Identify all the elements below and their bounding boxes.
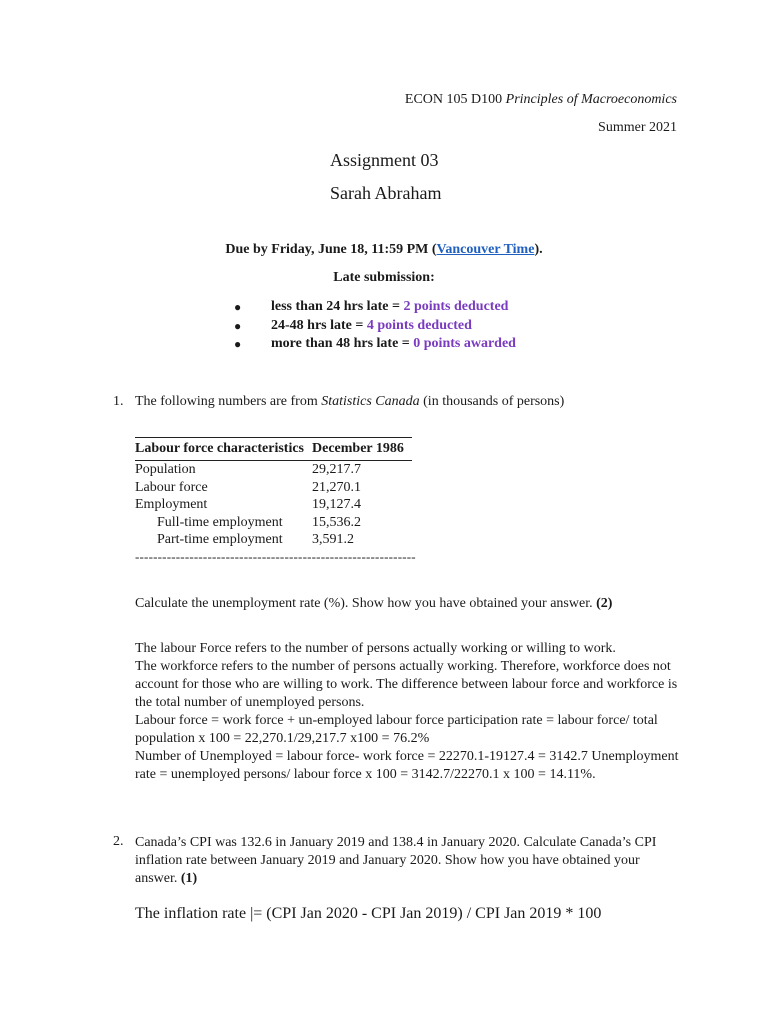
table-row: [135, 514, 412, 532]
penalty-value: 2 points deducted: [403, 299, 509, 314]
list-item: [234, 298, 516, 317]
due-suffix: ).: [534, 242, 543, 257]
row-value: 15,536.2: [312, 514, 361, 530]
marks: (1): [180, 871, 198, 886]
question-2-answer: The inflation rate |= (CPI Jan 2020 - CPI Jan 2019) / CPI Jan 2019 * 100: [135, 905, 602, 922]
row-label: Employment: [135, 497, 208, 512]
table-divider: --------------------------------------------------------------: [135, 549, 416, 564]
term: Summer 2021: [598, 120, 677, 135]
answer-line: The workforce refers to the number of persons actually working. Therefore, workforce does not account for those who are willing to work. The difference between labour force and workforce is the total number of unemployed persons.: [135, 659, 678, 710]
course-code: ECON 105 D100: [404, 92, 506, 107]
table-row: [135, 496, 412, 514]
question-text: Canada’s CPI was 132.6 in January 2019 and 138.4 in January 2020. Calculate Canada’s CPI inflation rate between January 2019 and January 2020. Show how you have obtained your answer.: [135, 835, 657, 886]
question-2-number: 2.: [113, 834, 124, 849]
question-2-prompt: [135, 834, 665, 888]
question-text: Calculate the unemployment rate (%). Show how you have obtained your answer.: [135, 596, 597, 611]
late-penalty-list: [234, 298, 516, 354]
due-line: [0, 242, 768, 258]
answer-line: Number of Unemployed = labour force- work force = 22270.1-19127.4 = 3142.7 Unemployment rate = unemployed persons/ labour force x 100 = 3142.7/22270.1 x 100 = 14.11%.: [135, 749, 679, 782]
marks: (2): [596, 596, 613, 611]
row-value: 3,591.2: [312, 532, 354, 547]
source-name: Statistics Canada: [321, 394, 420, 409]
question-1-prompt: [135, 596, 612, 612]
vancouver-time-link[interactable]: Vancouver Time: [436, 242, 535, 257]
question-1-intro: [135, 394, 564, 410]
list-item: [234, 335, 516, 354]
due-text: Due by Friday, June 18, 11:59 PM (: [225, 242, 437, 257]
penalty-label: more than 48 hrs late =: [271, 336, 414, 351]
penalty-value: 4 points deducted: [366, 317, 472, 333]
assignment-title: Assignment 03: [330, 150, 439, 170]
penalty-label: 24-48 hrs late =: [271, 317, 367, 333]
penalty-value: 0 points awarded: [413, 336, 516, 351]
row-value: 29,217.7: [312, 462, 361, 477]
column-header: Labour force characteristics: [135, 438, 312, 461]
course-header: [405, 92, 677, 108]
row-label: Full-time employment: [157, 514, 283, 530]
intro-text: The following numbers are from: [135, 394, 322, 409]
table-row: [135, 479, 412, 497]
answer-line: Labour force = work force + un-employed labour force participation rate = labour force/ total population x 100 = 22,270.1/29,217.7 x100 = 76.2%: [135, 713, 658, 746]
row-value: 19,127.4: [312, 497, 361, 512]
course-name: Principles of Macroeconomics: [505, 92, 677, 107]
answer-line: The labour Force refers to the number of persons actually working or willing to work.: [135, 641, 616, 656]
table-row: [135, 531, 412, 549]
list-item: [234, 317, 516, 336]
bullet-icon: ●: [234, 318, 242, 333]
row-label: Part-time employment: [157, 532, 283, 547]
row-label: Labour force: [135, 479, 208, 495]
bullet-icon: ●: [234, 337, 242, 351]
bullet-icon: ●: [234, 300, 242, 314]
table-header-row: [135, 438, 412, 461]
penalty-label: less than 24 hrs late =: [271, 299, 404, 314]
row-label: Population: [135, 462, 196, 477]
row-value: 21,270.1: [312, 479, 361, 495]
column-header: December 1986: [312, 438, 412, 461]
labour-force-table: [135, 437, 412, 549]
intro-unit: (in thousands of persons): [419, 394, 565, 409]
student-name: Sarah Abraham: [330, 183, 442, 203]
table-row: [135, 461, 412, 479]
question-1-answer: [135, 640, 680, 784]
late-heading: Late submission:: [333, 270, 435, 285]
question-1-number: 1.: [113, 394, 124, 409]
